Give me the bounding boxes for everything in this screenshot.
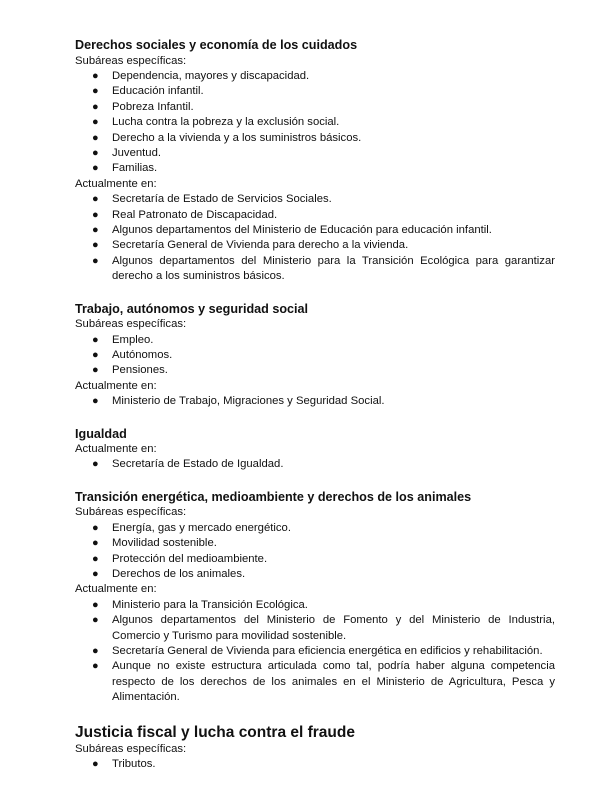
list-item: ● Derechos de los animales. bbox=[75, 567, 555, 582]
section-title: Transición energética, medioambiente y derechos de los animales bbox=[75, 489, 472, 504]
bullet-icon: ● bbox=[92, 162, 99, 175]
current-label: Actualmente en: bbox=[75, 177, 157, 190]
subareas-label: Subáreas específicas: bbox=[75, 54, 187, 67]
list-item: ● Aunque no existe estructura articulada como tal, podría haber alguna competencia respecto de los derechos de los animales en el Ministerio de Agricultura, Pesca y Alimentación. bbox=[92, 660, 555, 704]
list-item: ● Juventud. bbox=[75, 146, 555, 161]
subareas-label: Subáreas específicas: bbox=[75, 742, 187, 755]
bullet-icon: ● bbox=[92, 239, 99, 252]
section-title: Igualdad bbox=[75, 426, 127, 441]
bullet-icon: ● bbox=[92, 116, 99, 129]
current-label: Actualmente en: bbox=[75, 379, 157, 392]
bullet-icon: ● bbox=[92, 254, 99, 267]
bullet-icon: ● bbox=[92, 69, 99, 82]
list-item: ● Algunos departamentos del Ministerio de Fomento y del Ministerio de Industria, Comercio y Turismo para movilidad sostenible. bbox=[92, 614, 555, 642]
list-item: ● Energía, gas y mercado energético. bbox=[75, 521, 555, 536]
list-item: ● Pensiones. bbox=[75, 363, 555, 378]
subareas-label: Subáreas específicas: bbox=[75, 506, 187, 519]
current-label: Actualmente en: bbox=[75, 583, 157, 596]
bullet-icon: ● bbox=[92, 333, 99, 346]
list-item: ● Algunos departamentos del Ministerio de Educación para educación infantil. bbox=[75, 223, 555, 238]
subareas-list bbox=[75, 69, 555, 177]
section-igualdad bbox=[75, 427, 555, 473]
bullet-icon: ● bbox=[92, 758, 99, 771]
bullet-icon: ● bbox=[92, 598, 99, 611]
list-item: ● Empleo. bbox=[75, 333, 555, 348]
section-title: Trabajo, autónomos y seguridad social bbox=[75, 301, 309, 316]
current-list bbox=[75, 598, 555, 706]
list-item: ● Ministerio para la Transición Ecológica. bbox=[75, 598, 555, 613]
current-label: Actualmente en: bbox=[75, 443, 157, 456]
list-item: ● Tributos. bbox=[75, 757, 555, 772]
subareas-list bbox=[75, 333, 555, 379]
bullet-icon: ● bbox=[92, 552, 99, 565]
section-justicia-fiscal bbox=[75, 723, 555, 773]
current-list bbox=[75, 394, 555, 409]
current-list bbox=[75, 192, 555, 284]
section-title: Justicia fiscal y lucha contra el fraude bbox=[75, 723, 355, 741]
section-transicion-energetica bbox=[75, 490, 555, 706]
bullet-icon: ● bbox=[92, 100, 99, 113]
list-item: ● Secretaría General de Vivienda para eficiencia energética en edificios y rehabilitación. bbox=[75, 644, 555, 659]
list-item: ● Pobreza Infantil. bbox=[75, 100, 555, 115]
list-item: ● Lucha contra la pobreza y la exclusión social. bbox=[75, 115, 555, 130]
bullet-icon: ● bbox=[92, 193, 99, 206]
bullet-icon: ● bbox=[92, 521, 99, 534]
bullet-icon: ● bbox=[92, 537, 99, 550]
document-page bbox=[75, 38, 555, 789]
list-item: ● Derecho a la vivienda y a los suministros básicos. bbox=[75, 131, 555, 146]
list-item: ● Secretaría de Estado de Igualdad. bbox=[75, 457, 555, 472]
bullet-icon: ● bbox=[92, 614, 99, 627]
bullet-icon: ● bbox=[92, 395, 99, 408]
list-item: ● Protección del medioambiente. bbox=[75, 552, 555, 567]
bullet-icon: ● bbox=[92, 567, 99, 580]
bullet-icon: ● bbox=[92, 660, 99, 673]
list-item: ● Ministerio de Trabajo, Migraciones y Seguridad Social. bbox=[75, 394, 555, 409]
list-item: ● Secretaría General de Vivienda para derecho a la vivienda. bbox=[75, 238, 555, 253]
subareas-label: Subáreas específicas: bbox=[75, 318, 187, 331]
list-item: ● Autónomos. bbox=[75, 348, 555, 363]
list-item: ● Secretaría de Estado de Servicios Sociales. bbox=[75, 192, 555, 207]
list-item: ● Movilidad sostenible. bbox=[75, 536, 555, 551]
current-list bbox=[75, 457, 555, 472]
list-item: ● Familias. bbox=[75, 161, 555, 176]
bullet-icon: ● bbox=[92, 458, 99, 471]
subareas-list bbox=[75, 757, 555, 772]
bullet-icon: ● bbox=[92, 348, 99, 361]
list-item: ● Dependencia, mayores y discapacidad. bbox=[75, 69, 555, 84]
bullet-icon: ● bbox=[92, 85, 99, 98]
bullet-icon: ● bbox=[92, 223, 99, 236]
section-title: Derechos sociales y economía de los cuidados bbox=[75, 38, 358, 52]
bullet-icon: ● bbox=[92, 146, 99, 159]
list-item: ● Educación infantil. bbox=[75, 84, 555, 99]
list-item: ● Real Patronato de Discapacidad. bbox=[75, 208, 555, 223]
bullet-icon: ● bbox=[92, 131, 99, 144]
section-derechos-sociales bbox=[75, 38, 555, 285]
subareas-list bbox=[75, 521, 555, 583]
bullet-icon: ● bbox=[92, 645, 99, 657]
bullet-icon: ● bbox=[92, 364, 99, 377]
bullet-icon: ● bbox=[92, 208, 99, 221]
list-item: ● Algunos departamentos del Ministerio para la Transición Ecológica para garantizar derecho a los suministros básicos. bbox=[92, 254, 555, 283]
section-trabajo bbox=[75, 302, 555, 410]
